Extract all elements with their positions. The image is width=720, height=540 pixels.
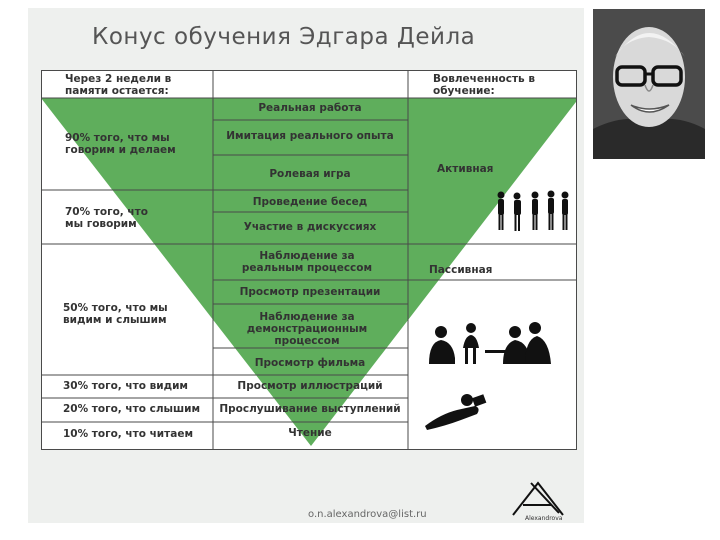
header-involvement: Вовлеченность в обучение: [433,73,535,97]
activity-observe-real: Наблюдение за реальным процессом [241,250,373,274]
learning-cone-table [41,70,577,450]
slide-title: Конус обучения Эдгара Дейла [92,24,476,50]
activity-observe-demo: Наблюдение за демонстрационным процессом [246,311,368,347]
logo-icon [503,477,573,522]
activity-role-play: Ролевая игра [269,168,351,180]
meeting-people-icon [425,318,555,366]
activity-presentation: Просмотр презентации [239,286,381,298]
retention-50: 50% того, что мы видим и слышим [63,302,168,326]
standing-people-icon [495,190,575,234]
retention-70: 70% того, что мы говорим [65,206,148,230]
activity-simulation: Имитация реального опыта [226,130,394,142]
retention-90: 90% того, что мы говорим и делаем [65,132,176,156]
activity-discussions: Участие в дискуссиях [243,221,377,233]
header-retention: Через 2 недели в памяти остается: [65,73,172,97]
activity-conversations: Проведение бесед [252,196,368,208]
activity-reading: Чтение [288,427,332,439]
activity-real-work: Реальная работа [258,102,362,114]
reading-person-icon [421,392,501,432]
activity-film: Просмотр фильма [254,357,366,369]
activity-lectures: Прослушивание выступлений [219,403,401,415]
retention-30: 30% того, что видим [63,380,189,392]
retention-20: 20% того, что слышим [63,403,201,415]
activity-illustrations: Просмотр иллюстраций [237,380,383,392]
logo-text: Alexandrova [525,515,563,522]
involvement-active: Активная [437,163,494,175]
portrait-photo [593,9,705,159]
footer-email: o.n.alexandrova@list.ru [308,509,427,520]
retention-10: 10% того, что читаем [63,428,194,440]
involvement-passive: Пассивная [429,264,493,276]
